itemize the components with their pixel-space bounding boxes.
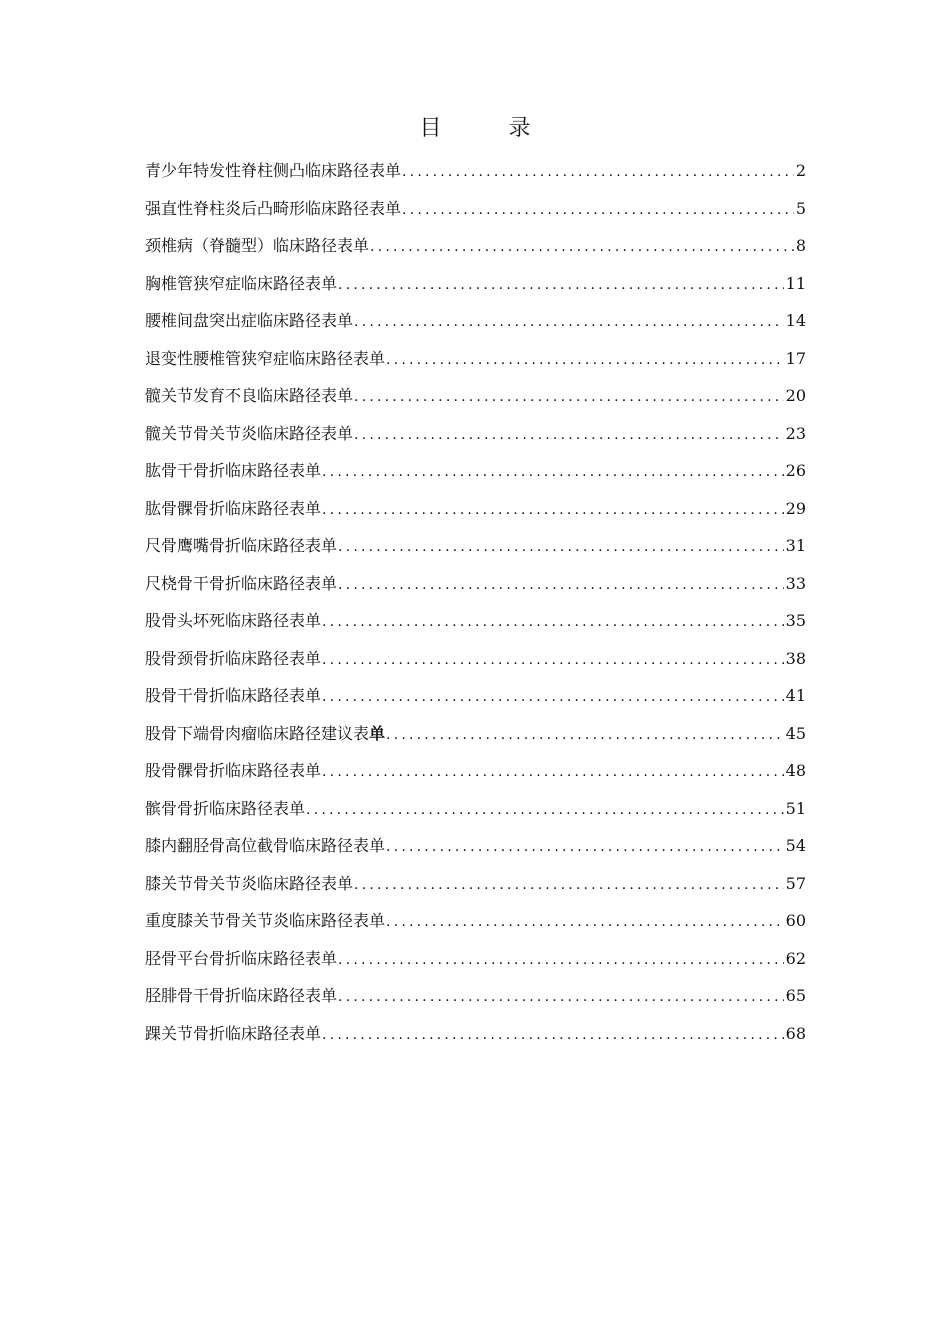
toc-page-number: 33 — [785, 573, 806, 593]
toc-entry-title: 胫骨平台骨折临床路径表单 — [145, 948, 338, 968]
toc-entry-title: 股骨干骨折临床路径表单 — [145, 686, 322, 705]
toc-entry-title: 腰椎间盘突出症临床路径表单 — [145, 311, 354, 330]
toc-dot-leader — [337, 979, 784, 1017]
toc-title: 目 录 — [419, 116, 561, 141]
toc-entry[interactable] — [145, 790, 806, 828]
toc-dot-leader — [321, 754, 784, 792]
toc-entry-title: 髋关节骨关节炎临床路径表单 — [145, 423, 354, 443]
toc-dot-leader — [337, 942, 784, 980]
toc-page-number: 23 — [785, 423, 806, 443]
toc-dot-leader — [321, 492, 784, 530]
toc-entry-title: 青少年特发性脊柱侧凸临床路径表单 — [145, 161, 402, 180]
toc-dot-leader — [401, 154, 794, 192]
toc-entry[interactable] — [145, 640, 806, 678]
toc-entry[interactable] — [145, 452, 806, 490]
toc-page-number: 35 — [785, 611, 806, 630]
toc-dot-leader — [337, 267, 784, 305]
toc-entry-title: 股骨髁骨折临床路径表单 — [145, 761, 322, 780]
toc-entry[interactable] — [145, 827, 806, 865]
toc-entry-title: 重度膝关节骨关节炎临床路径表单 — [145, 911, 386, 930]
toc-entry[interactable] — [145, 715, 806, 753]
toc-dot-leader — [353, 379, 784, 417]
toc-entry[interactable] — [145, 302, 806, 340]
toc-entry[interactable] — [145, 227, 806, 265]
toc-entry[interactable] — [145, 377, 806, 415]
toc-entry[interactable] — [145, 902, 806, 940]
toc-entry[interactable] — [145, 1015, 806, 1053]
toc-dot-leader — [353, 867, 784, 905]
toc-page-number: 41 — [785, 686, 806, 705]
toc-entry[interactable] — [145, 490, 806, 528]
toc-page-number: 57 — [785, 873, 806, 893]
toc-entry-title: 膝内翻胫骨高位截骨临床路径表单 — [145, 836, 386, 855]
toc-dot-leader — [385, 829, 784, 867]
toc-dot-leader — [337, 529, 784, 567]
toc-entry[interactable] — [145, 265, 806, 303]
toc-entry[interactable] — [145, 340, 806, 378]
toc-entry-title: 髋关节发育不良临床路径表单 — [145, 386, 354, 405]
toc-entry-title: 尺桡骨干骨折临床路径表单 — [145, 573, 338, 593]
toc-dot-leader — [321, 679, 784, 717]
toc-entry[interactable] — [145, 602, 806, 640]
toc-page-number: 8 — [795, 236, 806, 255]
toc-entry[interactable] — [145, 752, 806, 790]
toc-entry-title: 股骨颈骨折临床路径表单 — [145, 648, 322, 668]
toc-entry[interactable] — [145, 190, 806, 228]
toc-page-number: 11 — [785, 273, 806, 293]
toc-dot-leader — [353, 417, 784, 455]
toc-entry-title: 尺骨鹰嘴骨折临床路径表单 — [145, 536, 338, 555]
toc-entry-title: 颈椎病（脊髓型）临床路径表单 — [145, 236, 370, 255]
toc-dot-leader — [385, 342, 784, 380]
toc-entry[interactable] — [145, 527, 806, 565]
toc-page-number: 48 — [785, 761, 806, 780]
toc-page-number: 38 — [785, 648, 806, 668]
toc-page-number: 62 — [785, 948, 806, 968]
toc-entry-title: 股骨头坏死临床路径表单 — [145, 611, 322, 630]
toc-entry[interactable] — [145, 415, 806, 453]
toc-entry-title: 肱骨髁骨折临床路径表单 — [145, 498, 322, 518]
toc-page-number: 17 — [785, 348, 806, 368]
toc-entry-title: 胫腓骨干骨折临床路径表单 — [145, 986, 338, 1005]
toc-entry-title: 踝关节骨折临床路径表单 — [145, 1023, 322, 1043]
toc-entry-title: 髌骨骨折临床路径表单 — [145, 798, 306, 818]
toc-page-number: 5 — [795, 198, 806, 218]
toc-entry[interactable] — [145, 565, 806, 603]
toc-page-number: 68 — [785, 1023, 806, 1043]
toc-page-number: 60 — [785, 911, 806, 930]
toc-entry-title: 强直性脊柱炎后凸畸形临床路径表单 — [145, 198, 402, 218]
toc-dot-leader — [321, 642, 784, 680]
toc-dot-leader — [321, 454, 784, 492]
toc-entry-title: 退变性腰椎管狭窄症临床路径表单 — [145, 348, 386, 368]
toc-page-number: 2 — [795, 161, 806, 180]
toc-entry[interactable] — [145, 977, 806, 1015]
toc-entry-title: 肱骨干骨折临床路径表单 — [145, 461, 322, 480]
toc-list — [145, 152, 806, 1052]
toc-dot-leader — [401, 192, 794, 230]
toc-dot-leader — [369, 229, 794, 267]
toc-entry[interactable] — [145, 152, 806, 190]
toc-page-number: 14 — [785, 311, 806, 330]
toc-entry[interactable] — [145, 677, 806, 715]
toc-dot-leader — [385, 717, 784, 755]
toc-entry-title: 股骨下端骨肉瘤临床路径建议表单 — [145, 723, 386, 743]
toc-dot-leader — [321, 604, 784, 642]
toc-entry[interactable] — [145, 865, 806, 903]
toc-page-number: 31 — [785, 536, 806, 555]
toc-dot-leader — [305, 792, 784, 830]
toc-page-number: 45 — [785, 723, 806, 743]
toc-dot-leader — [385, 904, 784, 942]
toc-entry-title: 膝关节骨关节炎临床路径表单 — [145, 873, 354, 893]
toc-page-number: 26 — [785, 461, 806, 480]
toc-dot-leader — [337, 567, 784, 605]
toc-page-number: 29 — [785, 498, 806, 518]
toc-entry-title: 胸椎管狭窄症临床路径表单 — [145, 273, 338, 293]
toc-dot-leader — [321, 1017, 784, 1055]
toc-page-number: 20 — [785, 386, 806, 405]
toc-page-number: 65 — [785, 986, 806, 1005]
toc-page-number: 51 — [785, 798, 806, 818]
toc-page-number: 54 — [785, 836, 806, 855]
toc-entry[interactable] — [145, 940, 806, 978]
toc-dot-leader — [353, 304, 784, 342]
